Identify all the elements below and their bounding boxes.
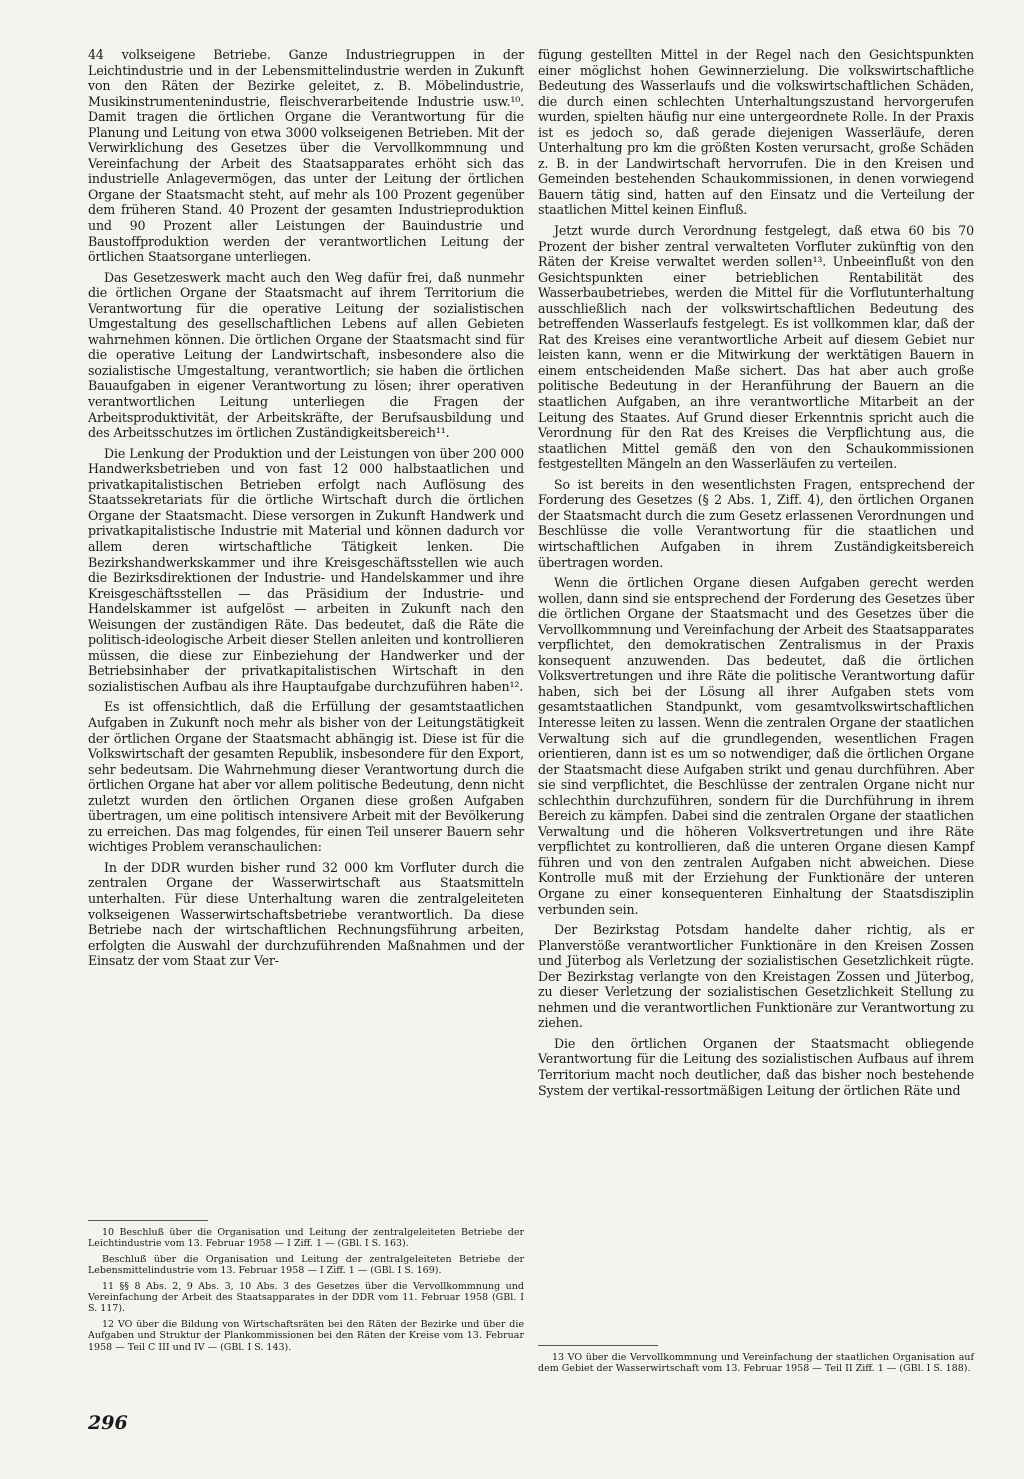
footnote: Beschluß über die Organisation und Leitung der zentralgeleiteten Betriebe der Lebensmittelindustrie vom 13. Februar 1958 — I Ziff. 1 — (GBl. I S. 169).	[88, 1253, 524, 1277]
footnote-rule	[88, 1220, 208, 1221]
footnotes-right	[538, 1339, 974, 1379]
footnote: 12 VO über die Bildung von Wirtschaftsräten bei den Räten der Bezirke und über die Aufgaben und Struktur der Plankommissionen bei den Räten der Kreise vom 13. Februar 1958 — Teil C III und IV — (GBl. I S. 143).	[88, 1318, 524, 1353]
paragraph: So ist bereits in den wesentlichsten Fragen, entsprechend der Forderung des Gesetzes (§ 2 Abs. 1, Ziff. 4), den örtlichen Organen der Staatsmacht durch die zum Gesetz erlassenen Verordnungen und Beschlüsse die volle Verantwortung für die staatlichen und wirtschaftlichen Aufgaben in ihrem Zuständigkeitsbereich übertragen worden.	[538, 476, 974, 570]
footnote: 11 §§ 8 Abs. 2, 9 Abs. 3, 10 Abs. 3 des Gesetzes über die Vervollkommnung und Vereinfachung der Arbeit des Staatsapparates in der DDR vom 11. Februar 1958 (GBl. I S. 117).	[88, 1280, 524, 1315]
paragraph: Jetzt wurde durch Verordnung festgelegt, daß etwa 60 bis 70 Prozent der bisher zentral verwalteten Vorfluter zukünftig von den Räten der Kreise verwaltet werden sollen¹³. Unbeeinflußt von den Gesichtspunkten einer betrieblichen Rentabilität des Wasserbaubetriebes, werden die Mittel für die Vorflutunterhaltung ausschließlich nach der volkswirtschaftlichen Bedeutung des betreffenden Wasserlaufs festgelegt. Es ist vollkommen klar, daß der Rat des Kreises eine verantwortliche Arbeit auf diesem Gebiet nur leisten kann, wenn er die Mitwirkung der werktätigen Bauern in einem entscheidenden Maße sichert. Das hat aber auch große politische Bedeutung in der Heranführung der Bauern an die staatlichen Aufgaben, an ihre verantwortliche Mitarbeit an der Leitung des Staates. Auf Grund dieser Erkenntnis spricht auch die Verordnung für den Rat des Kreises die Verpflichtung aus, die staatlichen Mittel gemäß den von den Schaukommissionen festgestellten Mängeln an den Wasserläufen zu verteilen.	[538, 223, 974, 472]
left-text-column	[88, 47, 524, 974]
footnote: 13 VO über die Vervollkommnung und Vereinfachung der staatlichen Organisation auf dem Gebiet der Wasserwirtschaft vom 13. Februar 1958 — Teil II Ziff. 1 — (GBl. I S. 188).	[538, 1352, 974, 1375]
footnotes-left	[88, 1214, 524, 1357]
paragraph: Wenn die örtlichen Organe diesen Aufgaben gerecht werden wollen, dann sind sie entsprechend der Forderung des Gesetzes über die örtlichen Organe der Staatsmacht und des Gesetzes über die Vervollkommnung und Vereinfachung der Arbeit des Staatsapparates verpflichtet, den demokratischen Zentralismus in der Praxis konsequent anzuwenden. Das bedeutet, daß die örtlichen Volksvertretungen und ihre Räte die politische Verantwortung dafür haben, sich bei der Lösung all ihrer Aufgaben stets vom gesamtstaatlichen Standpunkt, vom gesamtvolkswirtschaftlichen Interesse leiten zu lassen. Wenn die zentralen Organe der staatlichen Verwaltung sich auf die grundlegenden, wesentlichen Fragen orientieren, dann ist es um so notwendiger, daß die örtlichen Organe der Staatsmacht diese Aufgaben strikt und genau durchführen. Aber sie sind verpflichtet, die Beschlüsse der zentralen Organe nicht nur schlechthin durchzuführen, sondern für die Durchführung in ihrem Bereich zu kämpfen. Dabei sind die zentralen Organe der staatlichen Verwaltung und die höheren Volksvertretungen und ihre Räte verpflichtet zu kontrollieren, daß die unteren Organe diesen Kampf führen und von den zentralen Aufgaben nicht abweichen. Diese Kontrolle muß mit der Erziehung der Funktionäre der unteren Organe zu einer konsequenteren Einhaltung der Staatsdisziplin verbunden sein.	[538, 575, 974, 917]
paragraph: Das Gesetzeswerk macht auch den Weg dafür frei, daß nunmehr die örtlichen Organe der Staatsmacht auf ihrem Territorium die Verantwortung für die operative Leitung der sozialistischen Umgestaltung des gesellschaftlichen Lebens auf allen Gebieten wahrnehmen können. Die örtlichen Organe der Staatsmacht sind für die operative Leitung der Landwirtschaft, insbesondere also die sozialistische Umgestaltung, verantwortlich; sie haben die örtlichen Bauaufgaben in eigener Verantwortung zu lösen; ihrer operativen verantwortlichen Leitung unterliegen die Fragen der Arbeitsproduktivität, der Arbeitskräfte, der Berufsausbildung und des Arbeitsschutzes im örtlichen Zuständigkeitsbereich¹¹.	[88, 269, 524, 441]
paragraph: Es ist offensichtlich, daß die Erfüllung der gesamtstaatlichen Aufgaben in Zukunft noch mehr als bisher von der Leitungstätigkeit der örtlichen Organe der Staatsmacht abhängig ist. Diese ist für die Volkswirtschaft der gesamten Republik, insbesondere für den Export, sehr bedeutsam. Die Wahrnehmung dieser Verantwortung durch die örtlichen Organe hat aber vor allem politische Bedeutung, denn nicht zuletzt wurden den örtlichen Organen diese großen Aufgaben übertragen, um eine politisch intensivere Arbeit mit der Bevölkerung zu erreichen. Das mag folgendes, für einen Teil unserer Bauern sehr wichtiges Problem veranschaulichen:	[88, 699, 524, 855]
paragraph: Der Bezirkstag Potsdam handelte daher richtig, als er Planverstöße verantwortlicher Funktionäre in den Kreisen Zossen und Jüterbog als Verletzung der sozialistischen Gesetzlichkeit rügte. Der Bezirkstag verlangte von den Kreistagen Zossen und Jüterbog, zu dieser Verletzung der sozialistischen Gesetzlichkeit Stellung zu nehmen und die verantwortlichen Funktionäre zur Verantwortung zu ziehen.	[538, 922, 974, 1031]
paragraph: Die Lenkung der Produktion und der Leistungen von über 200 000 Handwerksbetrieben und von fast 12 000 halbstaatlichen und privatkapitalistischen Betrieben erfolgt nach Auflösung des Staatssekretariats für die örtliche Wirtschaft durch die örtlichen Organe der Staatsmacht. Diese versorgen in Zukunft Handwerk und privatkapitalistische Industrie mit Material und können dadurch vor allem deren wirtschaftliche Tätigkeit lenken. Die Bezirkshandwerkskammer und ihre Kreisgeschäftsstellen wie auch die Bezirksdirektionen der Industrie- und Handelskammer und ihre Kreisgeschäftsstellen — das Präsidium der Industrie- und Handelskammer ist aufgelöst — arbeiten in Zukunft nach den Weisungen der zuständigen Räte. Das bedeutet, daß die Räte die politisch-ideologische Arbeit dieser Stellen anleiten und kontrollieren müssen, die diese zur Einbeziehung der Handwerker und der Betriebsinhaber der privatkapitalistischen Wirtschaft in den sozialistischen Aufbau als ihre Hauptaufgabe durchzuführen haben¹².	[88, 445, 524, 694]
right-text-column	[538, 47, 974, 1103]
paragraph: Die den örtlichen Organen der Staatsmacht obliegende Verantwortung für die Leitung des sozialistischen Aufbaus auf ihrem Territorium macht noch deutlicher, daß das bisher noch bestehende System der vertikal-ressortmäßigen Leitung der örtlichen Räte und	[538, 1035, 974, 1098]
paragraph: 44 volkseigene Betriebe. Ganze Industriegruppen in der Leichtindustrie und in der Lebensmittelindustrie werden in Zukunft von den Räten der Bezirke geleitet, z. B. Möbelindustrie, Musikinstrumentenindustrie, fleischverarbeitende Industrie usw.¹⁰. Damit tragen die örtlichen Organe die Verantwortung für die Planung und Leitung von etwa 3000 volkseigenen Betrieben. Mit der Verwirklichung des Gesetzes über die Vervollkommnung und Vereinfachung der Arbeit des Staatsapparates erhöht sich das industrielle Anlagevermögen, das unter der Leitung der örtlichen Organe der Staatsmacht steht, auf mehr als 100 Prozent gegenüber dem früheren Stand. 40 Prozent der gesamten Industrieproduktion und 90 Prozent aller Leistungen der Bauindustrie und Baustoffproduktion werden der verantwortlichen Leitung der örtlichen Staatsorgane unterliegen.	[88, 47, 524, 265]
footnote: 10 Beschluß über die Organisation und Leitung der zentralgeleiteten Betriebe der Leichtindustrie vom 13. Februar 1958 — I Ziff. 1 — (GBl. I S. 163).	[88, 1227, 524, 1250]
footnote-rule	[538, 1345, 658, 1346]
page-number: 296	[88, 1412, 128, 1434]
paragraph: In der DDR wurden bisher rund 32 000 km Vorfluter durch die zentralen Organe der Wasserwirtschaft aus Staatsmitteln unterhalten. Für diese Unterhaltung waren die zentralgeleiteten volkseigenen Wasserwirtschaftsbetriebe verantwortlich. Da diese Betriebe nach der wirtschaftlichen Rechnungsführung arbeiten, erfolgten die Auswahl der durchzuführenden Maßnahmen und der Einsatz der vom Staat zur Ver-	[88, 859, 524, 969]
paragraph: fügung gestellten Mittel in der Regel nach den Gesichtspunkten einer möglichst hohen Gewinnerzielung. Die volkswirtschaftliche Bedeutung des Wasserlaufs und die volkswirtschaftlichen Schäden, die durch einen schlechten Unterhaltungszustand hervorgerufen wurden, spielten häufig nur eine untergeordnete Rolle. In der Praxis ist es jedoch so, daß gerade diejenigen Wasserläufe, deren Unterhaltung pro km die größten Kosten verursacht, große Schäden z. B. in der Landwirtschaft hervorrufen. Die in den Kreisen und Gemeinden bestehenden Schaukommissionen, in denen vorwiegend Bauern tätig sind, hatten auf den Einsatz und die Verteilung der staatlichen Mittel keinen Einfluß.	[538, 47, 974, 218]
